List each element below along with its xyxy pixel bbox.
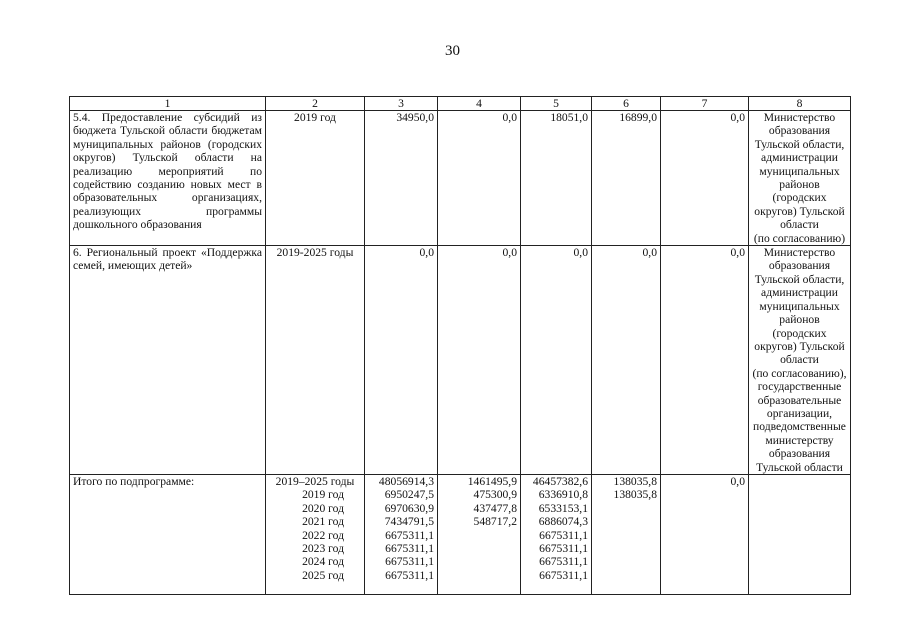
row-value-col3: 34950,0 <box>365 111 438 246</box>
total-col7: 0,0 <box>661 474 749 594</box>
total-label: Итого по подпрограмме: <box>70 474 266 594</box>
header-cell: 4 <box>438 97 521 111</box>
row-value-col4: 0,0 <box>438 246 521 475</box>
row-value-col6: 16899,0 <box>592 111 661 246</box>
budget-table <box>69 96 851 595</box>
header-cell: 8 <box>749 97 851 111</box>
total-row <box>70 474 851 594</box>
header-cell: 3 <box>365 97 438 111</box>
row-executor: Министерство образования Тульской области, администрации муниципальных районов (городских округов) Тульской области (по согласованию) <box>749 111 851 246</box>
row-value-col4: 0,0 <box>438 111 521 246</box>
total-col5: 46457382,6 6336910,8 6533153,1 6886074,3 6675311,1 6675311,1 6675311,1 6675311,1 <box>521 474 592 594</box>
row-description: 5.4. Предоставление субсидий из бюджета Тульской области бюджетам муниципальных районов (городских округов) Тульской области на реализацию мероприятий по содействию созданию новых мест в образовательных организациях, реализующих программы дошкольного образования <box>70 111 266 246</box>
table-row <box>70 111 851 246</box>
row-value-col5: 0,0 <box>521 246 592 475</box>
total-col6: 138035,8 138035,8 <box>592 474 661 594</box>
row-description: 6. Региональный проект «Поддержка семей, имеющих детей» <box>70 246 266 475</box>
total-col4: 1461495,9 475300,9 437477,8 548717,2 <box>438 474 521 594</box>
header-cell: 6 <box>592 97 661 111</box>
total-periods: 2019–2025 годы 2019 год 2020 год 2021 год 2022 год 2023 год 2024 год 2025 год <box>266 474 365 594</box>
row-period: 2019 год <box>266 111 365 246</box>
row-value-col5: 18051,0 <box>521 111 592 246</box>
total-executor <box>749 474 851 594</box>
row-executor: Министерство образования Тульской области, администрации муниципальных районов (городских округов) Тульской области (по согласованию), государственные образовательные организации, подведомственные министерству образования Тульской области <box>749 246 851 475</box>
row-value-col7: 0,0 <box>661 246 749 475</box>
page-number: 30 <box>445 43 460 59</box>
total-col3: 48056914,3 6950247,5 6970630,9 7434791,5 6675311,1 6675311,1 6675311,1 6675311,1 <box>365 474 438 594</box>
header-cell: 7 <box>661 97 749 111</box>
header-cell: 2 <box>266 97 365 111</box>
header-cell: 5 <box>521 97 592 111</box>
row-value-col3: 0,0 <box>365 246 438 475</box>
row-value-col7: 0,0 <box>661 111 749 246</box>
row-value-col6: 0,0 <box>592 246 661 475</box>
row-period: 2019-2025 годы <box>266 246 365 475</box>
table-row <box>70 246 851 475</box>
header-cell: 1 <box>70 97 266 111</box>
header-row <box>70 97 851 111</box>
